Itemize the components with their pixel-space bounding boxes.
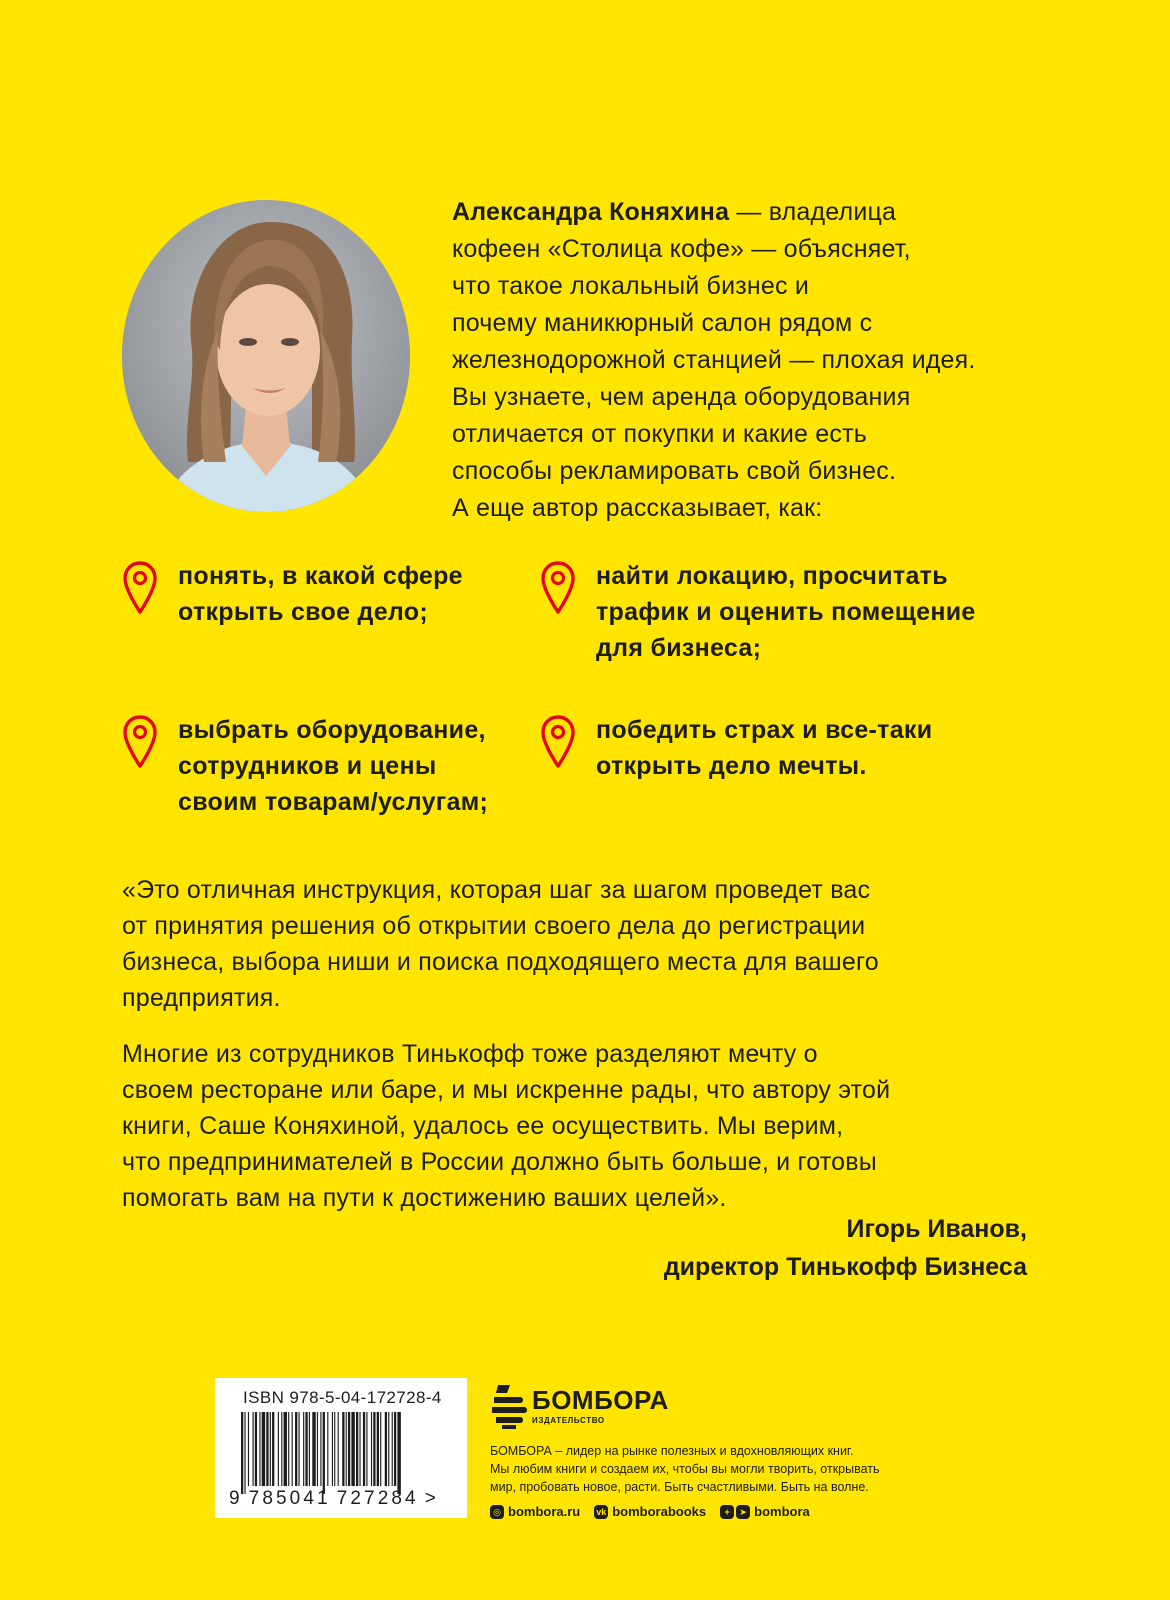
publisher-logo [490,1380,950,1432]
barcode-bar [323,1412,325,1494]
intro-line: почему маникюрный салон рядом с [452,309,873,337]
barcode-bar [359,1412,360,1486]
publisher-description: БОМБОРА – лидер на рынке полезных и вдохновляющих книг. Мы любим книги и создаем их, чтобы вы могли творить, открывать мир, пробовать новое, расти. Быть счастливыми. Быть на волне. [490,1444,880,1494]
barcode-bar [288,1412,289,1486]
barcode-bar [351,1412,354,1486]
barcode-bar [320,1412,321,1486]
barcode-bar [253,1412,254,1486]
bullet-item [122,558,463,630]
intro-line: Вы узнаете, чем аренда оборудования [452,383,911,411]
barcode-bar [278,1412,279,1486]
barcode-bar [356,1412,358,1486]
publisher-block [490,1380,950,1519]
intro-paragraph [452,194,1092,527]
publisher-subtitle: ИЗДАТЕЛЬСТВО [532,1416,605,1425]
barcode-bar [380,1412,381,1486]
barcode-bar [244,1412,245,1494]
author-portrait [122,200,410,512]
bullet-item [122,712,488,820]
isbn-barcode [215,1378,467,1518]
barcode-bar [262,1412,265,1486]
intro-line: железнодорожной станцией — плохая идея. [452,346,976,374]
publisher-name: БОМБОРА [532,1385,669,1415]
barcode-bar [292,1412,293,1486]
barcode-bar [272,1412,274,1486]
vk-icon: vk [596,1506,607,1517]
barcode-bar [346,1412,347,1486]
barcode-bar [303,1412,304,1486]
barcode-bar [377,1412,379,1486]
social-link-telegram[interactable]: + ➤ bombora [720,1504,810,1519]
barcode-bar [366,1412,367,1486]
barcode-bar [266,1412,268,1486]
intro-line: А еще автор рассказывает, как: [452,494,823,522]
intro-line: отличается от покупки и какие есть [452,420,867,448]
author-name: Александра Коняхина [452,198,730,226]
barcode-bar [338,1412,339,1486]
isbn-label: ISBN 978-5-04-172728-4 [243,1388,442,1407]
intro-line: что такое локальный бизнес и [452,272,810,300]
barcode-bar [270,1412,271,1486]
barcode-bar [334,1412,335,1486]
barcode-bar [309,1412,310,1486]
barcode-digits: 9 785041 727284 > [229,1488,439,1509]
bullet-text: понять, в какой сфере открыть свое дело; [178,562,463,626]
barcode-bar [255,1412,257,1486]
quote-signature [664,1210,1027,1286]
barcode-bar [394,1412,396,1486]
barcode-bar [281,1412,282,1486]
intro-line: кофеен «Столица кофе» — объясняет, [452,235,911,263]
telegram-icon: ➤ [736,1505,750,1519]
barcode-bar [388,1412,389,1486]
social-link-vk[interactable]: vk bomborabooks [596,1504,707,1519]
barcode-bar [259,1412,260,1486]
barcode-bar [385,1412,387,1486]
bombora-logo-icon [490,1381,528,1431]
barcode-bar [295,1412,297,1486]
barcode-bar [371,1412,372,1486]
location-pin-icon [122,560,158,616]
barcode-bars [241,1412,445,1494]
bullet-text: выбрать оборудование, сотрудников и цены своим товарам/услугам; [178,716,489,816]
barcode-bar [397,1412,400,1494]
bullet-text: найти локацию, просчитать трафик и оценить помещение для бизнеса; [596,562,976,662]
barcode-bar [312,1412,315,1486]
barcode-bar [327,1412,328,1486]
barcode-bar [299,1412,300,1486]
location-pin-icon [122,714,158,770]
intro-line-1: Александра Коняхина — владелица [452,198,897,226]
author-photo [122,200,410,512]
barcode-bar [305,1412,307,1486]
barcode-bar [332,1412,333,1486]
barcode-bar [248,1412,249,1486]
barcode-bar [392,1412,393,1486]
barcode-bar [317,1412,318,1486]
barcode-bar [373,1412,375,1486]
quote-paragraph-2: Многие из сотрудников Тинькофф тоже разделяют мечту о своем ресторане или баре, и мы искренне рады, что автору этой книги, Саше Коняхиной, удалось ее осуществить. Мы верим, что предпринимателей в России должно быть больше, и готовы помогать вам на пути к достижению ваших целей». [122,1040,891,1212]
publisher-socials [490,1504,950,1519]
plus-icon: + [720,1505,734,1519]
intro-line: способы рекламировать свой бизнес. [452,457,897,485]
signature-name: Игорь Иванов, [846,1215,1027,1243]
testimonial-quote [122,872,1062,1216]
barcode-bar [284,1412,287,1486]
quote-paragraph-1: «Это отличная инструкция, которая шаг за шагом проведет вас от принятия решения об открытии своего дела до регистрации бизнеса, выбора ниши и поиска подходящего места для вашего предприятия. [122,876,879,1012]
location-pin-icon [540,560,576,616]
instagram-icon: ◎ [490,1505,504,1519]
bullet-item [540,712,932,784]
barcode-bar [363,1412,365,1486]
signature-title: директор Тинькофф Бизнеса [663,1253,1027,1281]
barcode-bar [342,1412,344,1486]
social-link-site[interactable]: ◎ bombora.ru [490,1504,580,1519]
bullet-text: победить страх и все-таки открыть дело мечты. [596,716,933,780]
barcode-bar [348,1412,350,1486]
bullet-item [540,558,976,666]
location-pin-icon [540,714,576,770]
barcode-bar [241,1412,243,1494]
